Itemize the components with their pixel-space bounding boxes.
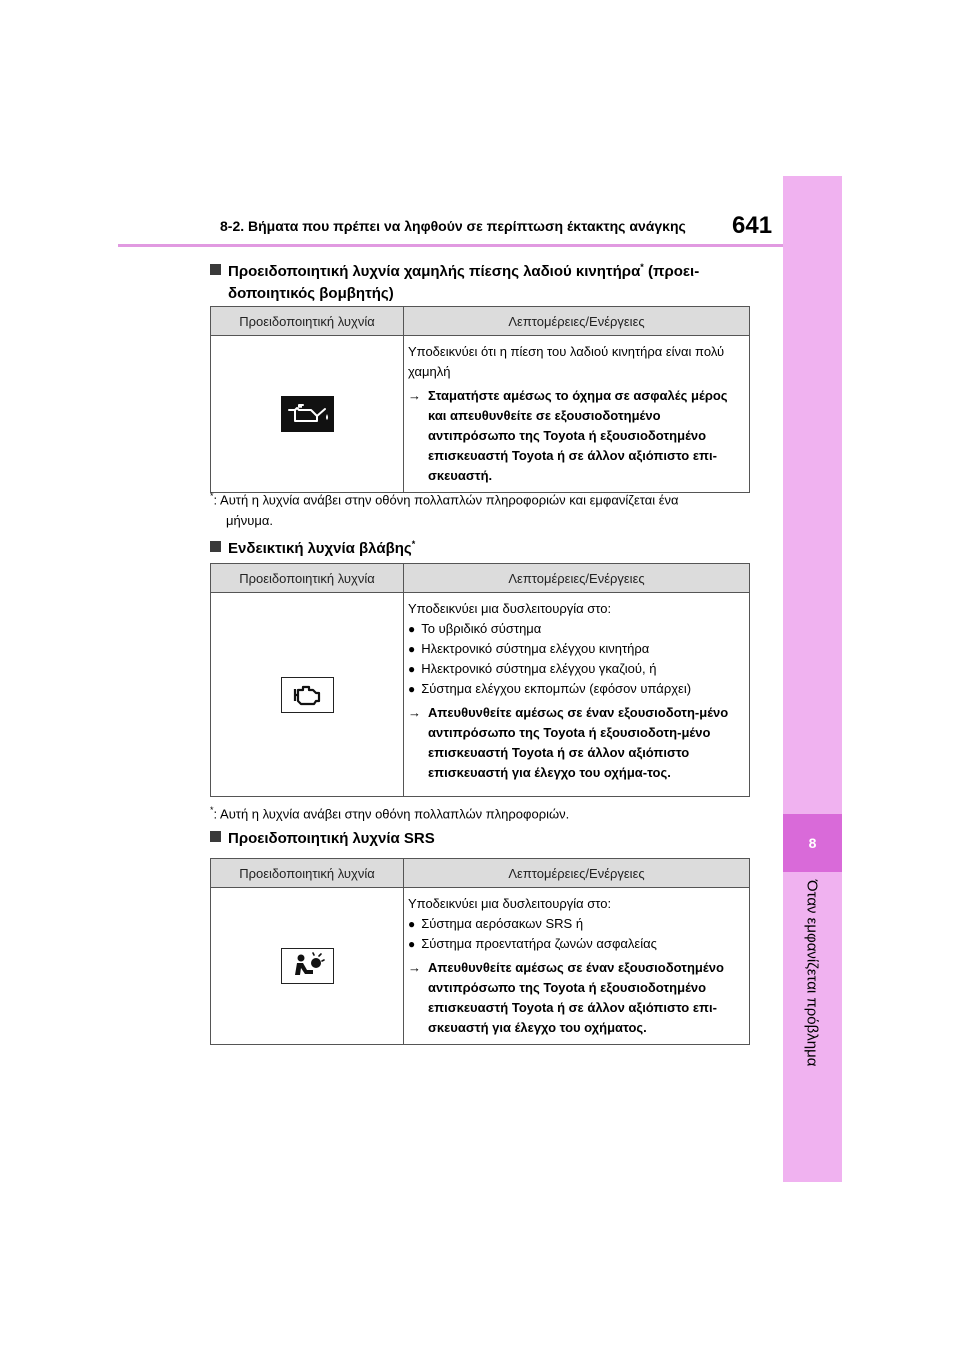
chapter-number: 8 <box>808 835 817 851</box>
list-item: ● Σύστημα ελέγχου εκπομπών (εφόσον υπάρχει) <box>408 679 743 699</box>
airbag-icon <box>281 948 334 984</box>
list-item: ● Το υβριδικό σύστημα <box>408 619 743 639</box>
malfunction-action: → Απευθυνθείτε αμέσως σε έναν εξουσιοδοτη-μένο αντιπρόσωπο της Toyota ή εξουσιοδοτη-μένο επισκευαστή Toyota ή σε άλλον αξιόπιστο επισκευαστή για έλεγχο του οχήμα-τος. <box>408 703 743 783</box>
check-engine-icon <box>281 677 334 713</box>
malfunction-table <box>210 563 750 797</box>
details-cell <box>404 336 750 493</box>
square-bullet-icon <box>210 541 221 552</box>
srs-description: Υποδεικνύει μια δυσλειτουργία στο: <box>408 896 612 911</box>
list-item: ● Σύστημα αερόσακων SRS ή <box>408 914 743 934</box>
column-header-warning-light: Προειδοποιητική λυχνία <box>211 564 404 593</box>
arrow-icon: → <box>408 705 421 720</box>
page-number: 641 <box>732 212 773 239</box>
chapter-number-box <box>783 814 842 872</box>
oil-pressure-heading: Προειδοποιητική λυχνία χαμηλής πίεσης λαδιού κινητήρα* (προει- δοποιητικός βομβητής) <box>210 256 699 305</box>
list-item: ● Ηλεκτρονικό σύστημα ελέγχου γκαζιού, ή <box>408 659 743 679</box>
column-header-details: Λεπτομέρειες/Ενέργειες <box>404 859 750 888</box>
srs-heading: Προειδοποιητική λυχνία SRS <box>210 828 435 850</box>
chapter-title: Όταν εμφανίζεται πρόβλημα <box>803 880 821 1067</box>
arrow-icon: → <box>408 388 421 403</box>
section-header-title: 8-2. Βήματα που πρέπει να ληφθούν σε περίπτωση έκτακτης ανάγκης <box>220 218 686 234</box>
srs-action: → Απευθυνθείτε αμέσως σε έναν εξουσιοδοτημένο αντιπρόσωπο της Toyota ή εξουσιοδοτημένο επισκευαστή Toyota ή σε άλλον αξιόπιστο επι-σκευαστή για έλεγχο του οχήματος. <box>408 958 743 1038</box>
srs-table <box>210 858 750 1045</box>
icon-cell <box>211 888 404 1045</box>
column-header-warning-light: Προειδοποιητική λυχνία <box>211 307 404 336</box>
square-bullet-icon <box>210 831 221 842</box>
oil-action: → Σταματήστε αμέσως το όχημα σε ασφαλές μέρος και απευθυνθείτε σε εξουσιοδοτημένο αντιπρόσωπο της Toyota ή εξουσιοδοτημένο επισκευαστή Toyota ή σε άλλον αξιόπιστο επι-σκευαστή. <box>408 386 743 486</box>
oil-footnote: *: Αυτή η λυχνία ανάβει στην οθόνη πολλαπλών πληροφοριών και εμφανίζεται ένα μήνυμα. <box>210 491 679 529</box>
square-bullet-icon <box>210 264 221 275</box>
malfunction-footnote: *: Αυτή η λυχνία ανάβει στην οθόνη πολλαπλών πληροφοριών. <box>210 805 570 822</box>
oil-description: Υποδεικνύει ότι η πίεση του λαδιού κινητήρα είναι πολύ χαμηλή <box>408 344 725 379</box>
details-cell <box>404 888 750 1045</box>
icon-cell <box>211 336 404 493</box>
icon-cell <box>211 593 404 797</box>
oil-pressure-icon <box>281 396 334 432</box>
malfunction-heading: Ενδεικτική λυχνία βλάβης* <box>210 533 415 560</box>
column-header-details: Λεπτομέρειες/Ενέργειες <box>404 564 750 593</box>
list-item: ● Σύστημα προεντατήρα ζωνών ασφαλείας <box>408 934 743 954</box>
column-header-details: Λεπτομέρειες/Ενέργειες <box>404 307 750 336</box>
details-cell <box>404 593 750 797</box>
oil-pressure-table <box>210 306 750 493</box>
header-divider <box>118 244 783 247</box>
malfunction-description: Υποδεικνύει μια δυσλειτουργία στο: <box>408 601 612 616</box>
arrow-icon: → <box>408 960 421 975</box>
column-header-warning-light: Προειδοποιητική λυχνία <box>211 859 404 888</box>
list-item: ● Ηλεκτρονικό σύστημα ελέγχου κινητήρα <box>408 639 743 659</box>
